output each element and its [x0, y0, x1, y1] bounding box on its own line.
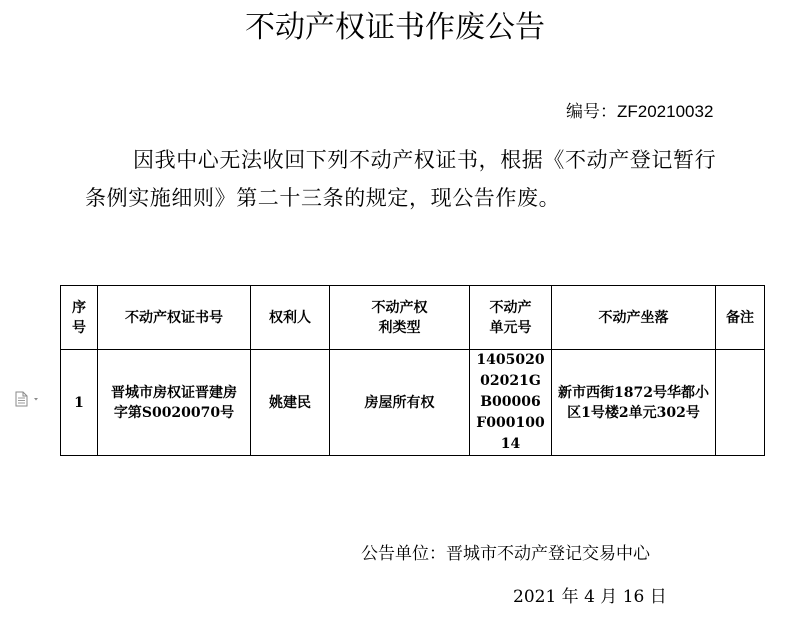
header-owner: 权利人: [251, 286, 330, 350]
document-dropdown-icon[interactable]: [14, 391, 44, 407]
header-seq: 序号: [61, 286, 98, 350]
issuer: 公告单位：晋城市不动产登记交易中心: [361, 544, 650, 564]
table-row: [61, 350, 765, 456]
announcement-body: 因我中心无法收回下列不动产权证书，根据《不动产登记暂行条例实施细则》第二十三条的规定，现公告作废。: [85, 148, 717, 210]
announcement-title: 不动产权证书作废公告: [245, 10, 545, 45]
header-remark: 备注: [716, 286, 765, 350]
cell-cert-no: 晋城市房权证晋建房字第S0020070号: [98, 350, 251, 456]
document-number-value: ZF20210032: [617, 102, 714, 121]
table-header-row: [61, 286, 765, 350]
header-unit-no: 不动产单元号: [470, 286, 552, 350]
cell-location: 新市西街1872号华都小区1号楼2单元302号: [552, 350, 716, 456]
cell-seq: 1: [61, 350, 98, 456]
announcement-date: 2021 年 4 月 16 日: [513, 587, 667, 607]
header-right-type: 不动产权利类型: [330, 286, 470, 350]
cell-remark: [716, 350, 765, 456]
cell-unit-no: 140502002021GB00006F00010014: [470, 350, 552, 456]
document-number: [566, 101, 713, 123]
cell-right-type: 房屋所有权: [330, 350, 470, 456]
cell-owner: 姚建民: [251, 350, 330, 456]
certificate-table: [60, 285, 765, 456]
document-number-label: 编号：: [566, 102, 617, 122]
header-location: 不动产坐落: [552, 286, 716, 350]
header-cert-no: 不动产权证书号: [98, 286, 251, 350]
